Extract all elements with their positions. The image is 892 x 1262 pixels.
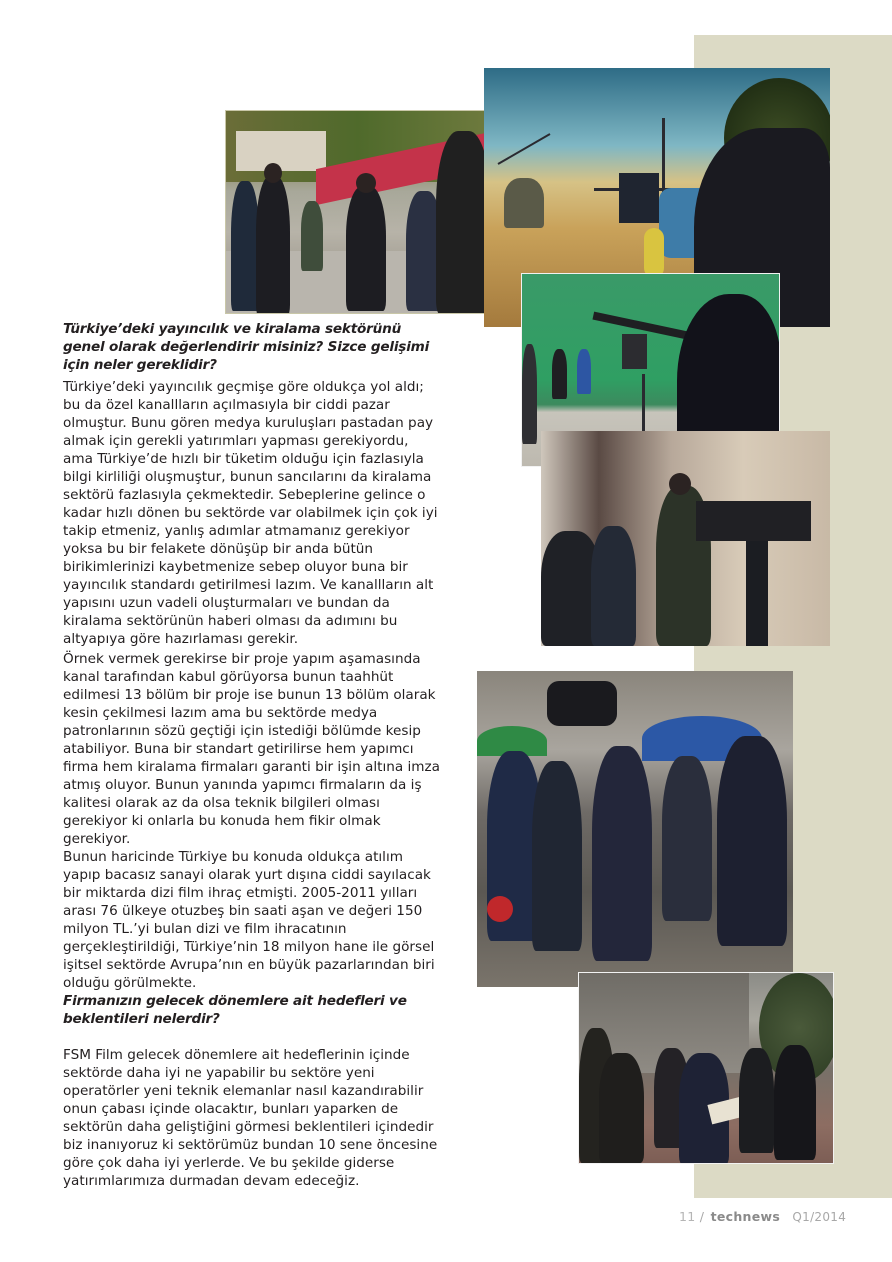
red-wheel (487, 896, 513, 922)
rain-covered-camera (547, 681, 617, 726)
steadicam-operator (592, 746, 652, 961)
issue-label: Q1/2014 (792, 1210, 847, 1224)
person (231, 181, 259, 311)
crew-member (662, 756, 712, 921)
page-number: 11 (679, 1209, 696, 1224)
monitor (622, 334, 647, 369)
answer-1-paragraph-3 (63, 848, 441, 992)
person (552, 349, 567, 399)
person-in-coat (774, 1045, 816, 1160)
cinema-camera (696, 501, 811, 541)
person-head (356, 173, 376, 193)
person (739, 1048, 774, 1153)
crew-group (504, 178, 544, 228)
person-head (669, 473, 691, 495)
interview-question-1: Türkiye’deki yayıncılık ve kiralama sektörünü genel olarak değerlendirir misiniz? Sizce gelişimi için neler gereklidir? (63, 321, 430, 373)
crew-member (599, 1053, 644, 1163)
photo-street-crew (225, 110, 490, 314)
paragraph: FSM Film gelecek dönemlere ait hedeflerinin içinde sektörde daha iyi ne yapabilir bu sektöre yeni operatörler yeni teknik elemanlar nasıl kazandırabilir onun çabası içinde olacaktır, bunları yaparken de sektörün daha geliştiğini görmesi beklentileri içindedir biz inanıyoruz ki sektörümüz bundan 10 sene öncesine göre çok daha iyi yerlerde. Ve bu şekilde giderse yatırımlarımıza durmadan devam edeceğiz. (63, 1047, 438, 1189)
answer-1-paragraph-2 (63, 650, 441, 848)
paragraph: Örnek vermek gerekirse bir proje yapım aşamasında kanal tarafından kabul görüyorsa bunun taahhüt edilmesi 13 bölüm bir proje ise bunun 13 bölüm olarak kesin çekilmesi lazım ama bu sektörde medya patronlarının sözü geçtiği için istediği bölümde kesip atabiliyor. Buna bir standart getirilirse hem yapımcı firma hem kiralama firmaları garanti bir işin altına imza atmış oluyor. Bunun yanında yapımcı firmaların da iş kalitesi olarak az da olsa teknik bilgileri olması gerekiyor ki onlarla bu konuda hem fikir olmak gerekiyor. (63, 651, 440, 847)
paragraph: Türkiye’deki yayıncılık geçmişe göre oldukça yol aldı; bu da özel kanallların açılmasıyla bir ciddi pazar olmuştur. Bunu gören medya kuruluşları pastadan pay almak için gerekli yatırımları yapması gerekiyordu, ama Türkiye’de hızlı bir tüketim olduğu için fazlasıyla bilgi kirliliği oluşmuştur, bunun sancılarını da kiralama sektörü fazlasıyla çekmektedir. Sebeplerine gelince o kadar hızlı dönen bu sektörde var olabilmek için çok iyi takip etmeniz, yanlış adımlar atmamanız gerekiyor yoksa bu bir felakete dönüşüp bir anda bütün birikimlerinizi kaybetmenize sebep oluyor buna bir yayıncılık standardı getirilmesi lazım. Ve kanallların alt yapısını uzun vadeli oluşturmaları ve bundan da kiralama sektörünün haberi olması da adımını bu altyapıya göre hazırlaması gerekir. (63, 379, 438, 647)
building (236, 131, 326, 171)
boom-mic (498, 133, 551, 165)
answer-2-paragraph-1 (63, 1046, 441, 1190)
photo-indoor-camera (541, 431, 830, 646)
person (301, 201, 323, 271)
seated-person (591, 526, 636, 646)
person (577, 349, 591, 394)
boom-operator (436, 131, 490, 314)
crew-member (532, 761, 582, 951)
photo-rain-crew (477, 671, 793, 987)
footer-separator: / (699, 1209, 705, 1224)
camera-operator (346, 186, 386, 311)
person (522, 344, 537, 444)
page-footer (679, 1209, 846, 1224)
camera-stand (746, 541, 768, 646)
photo-mansion-crew (578, 972, 834, 1164)
camera-head (619, 173, 659, 223)
person (256, 176, 290, 314)
camera-operator (717, 736, 787, 946)
answer-1-paragraph-1 (63, 378, 441, 648)
person-head (264, 163, 282, 183)
interview-question-2: Firmanızın gelecek dönemlere ait hedefleri ve beklentileri nelerdir? (63, 993, 407, 1027)
yellow-cloth (644, 228, 664, 278)
magazine-brand: technews (710, 1209, 781, 1224)
paragraph: Bunun haricinde Türkiye bu konuda oldukça atılım yapıp bacasız sanayi olarak yurt dışına ciddi sayılacak bir miktarda dizi film ihraç etmişti. 2005-2011 yılları arası 76 ülkeye otuzbeş bin saati aşan ve değeri 150 milyon TL.’yi bulan dizi ve film ihracatının gerçekleştirildiği, Türkiye’nin 18 milyon hane ile görsel işitsel sektörde Avrupa’nın en büyük pazarlarından biri olduğu görülmekte. (63, 849, 435, 991)
